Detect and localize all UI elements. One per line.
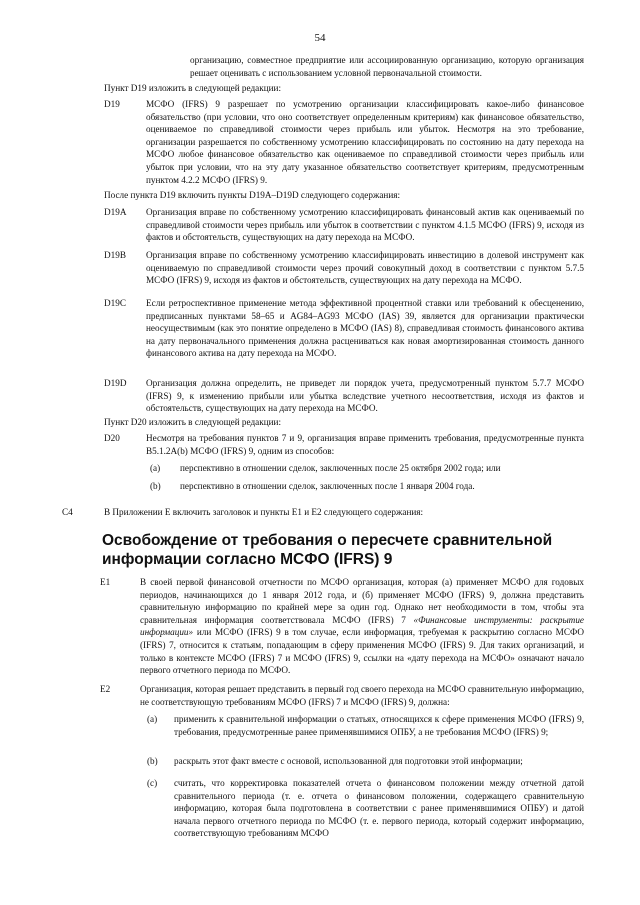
para-text-d19a: Организация вправе по собственному усмотрению классифицировать финансовый актив как оцениваемый по справедливой стоимости через прибыль или убыток в соответствии с пунктом 4.1.5 МСФО (IFRS) 9, исходя из фактов и обстоятельств, существующих на дату перехода на МСФО.	[146, 207, 584, 243]
d20-item-b-text: перспективно в отношении сделок, заключенных после 1 января 2004 года.	[180, 481, 475, 491]
para-text-d19c: Если ретроспективное применение метода эффективной процентной ставки или требований к обесценению, предписанных пунктами 58–65 и AG84–AG93 МСФО (IAS) 39, является для организации практически неосуществимым (как это понятие определено в МСФО (IAS) 8), справедливая стоимость финансового актива на дату первоначального применения должна расцениваться как новая амортизированная стоимость данного финансового актива на дату перехода на МСФО.	[146, 298, 584, 359]
e1-text-part1: В своей первой финансовой отчетности по МСФО организация, которая (а) применяет МСФО для годовых периодов, начинающихся до 1 января 2012 года, и (б) применяет МСФО (IFRS) 9, должна представить сравнительную информацию по крайней мере за один год. Однако нет необходимости в том, чтобы эта сравнительная информация соответствовала МСФО (IFRS) 7	[140, 577, 584, 625]
para-text-c4: В Приложении Е включить заголовок и пункты E1 и E2 следующего содержания:	[104, 507, 424, 517]
d20-item-a-letter: (a)	[150, 463, 161, 473]
page-number: 54	[314, 32, 326, 44]
e1-text-part2: или МСФО (IFRS) 9 в том случае, если информация, требуемая к раскрытию согласно МСФО (IFRS) 7, относится к статьям, попадающим в сферу применения МСФО (IFRS) 9. Для таких организаций, и только в контексте МСФО (IFRS) 7 и МСФО (IFRS) 9, ссылки на «дату перехода на МСФО» означают начало первого отчетного периода по МСФО.	[140, 627, 584, 676]
instruction-d19: Пункт D19 изложить в следующей редакции:	[104, 83, 282, 93]
e2-item-c-text: считать, что корректировка показателей отчета о финансовом положении между отчетной датой сравнительного периода (т. е. отчета о финансовом положении, содержащего сравнительную информацию, которая была подготовлена в соответствии с ранее применявшимися ОПБУ) и датой начала первого отчетного периода по МСФО (т. е. первого периода, который содержит информацию, соответствующую требованиям МСФО	[174, 778, 584, 839]
para-code-e2: E2	[100, 684, 111, 694]
d20-item-b-letter: (b)	[150, 481, 161, 491]
para-code-d19: D19	[104, 99, 120, 109]
e2-item-a-text: применить к сравнительной информации о статьях, относящихся к сфере применения МСФО (IFRS) 9, требования, предусмотренные ранее применявшимися ОПБУ, а не требования МСФО (IFRS) 9;	[174, 714, 584, 737]
para-text-e1	[140, 576, 584, 677]
para-text-d19d: Организация должна определить, не приведет ли порядок учета, предусмотренный пунктом 5.7.7 МСФО (IFRS) 9, к изменению прибыли или убытка вследствие учетного несоответствия, исходя из фактов и обстоятельств, существующих на дату перехода на МСФО.	[146, 378, 584, 414]
e2-item-b-letter: (b)	[147, 756, 158, 766]
para-text-d19: МСФО (IFRS) 9 разрешает по усмотрению организации классифицировать какое-либо финансовое обязательство (при условии, что оно соответствует определенным критериям) как финансовое обязательство, оцениваемое по справедливой стоимости через прибыль или убыток. Несмотря на это требование, организации разрешается по собственному усмотрению классифицировать по состоянию на дату перехода на МСФО любое финансовое обязательство как оцениваемое по справедливой стоимости через прибыль или убыток при условии, что на эту дату указанное обязательство соответствует критериям, предусмотренным пунктом 4.2.2 МСФО (IFRS) 9.	[146, 99, 584, 185]
e2-item-a-letter: (a)	[147, 714, 158, 724]
para-code-d19d: D19D	[104, 378, 127, 388]
para-code-d19b: D19B	[104, 250, 126, 260]
para-code-d19c: D19C	[104, 298, 126, 308]
para-code-d19a: D19A	[104, 207, 127, 217]
continued-paragraph: организацию, совместное предприятие или ассоциированную организацию, которую организация решает оценивать с использованием условной первоначальной стоимости.	[190, 55, 584, 78]
para-code-c4: C4	[62, 507, 73, 517]
e2-item-c-letter: (c)	[147, 778, 158, 788]
e2-item-b-text: раскрыть этот факт вместе с основой, использованной для подготовки этой информации;	[174, 756, 523, 766]
section-heading: Освобождение от требования о пересчете сравнительной информации согласно МСФО (IFRS) 9	[102, 532, 553, 568]
instruction-after-d19: После пункта D19 включить пункты D19A–D19D следующего содержания:	[104, 190, 401, 200]
d20-item-a-text: перспективно в отношении сделок, заключенных после 25 октября 2002 года; или	[180, 463, 501, 473]
para-code-e1: E1	[100, 577, 111, 587]
e1-italic-title: «Финансовые инструменты: раскрытие информации»	[140, 614, 584, 638]
para-text-d20: Несмотря на требования пунктов 7 и 9, организация вправе применить требования, предусмотренные пункта B5.1.2A(b) МСФО (IFRS) 9, одним из способов:	[146, 433, 584, 456]
para-code-d20: D20	[104, 433, 120, 443]
para-text-e2: Организация, которая решает представить в первый год своего перехода на МСФО сравнительную информацию, не соответствующую требованиям МСФО (IFRS) 7 и МСФО (IFRS) 9, должна:	[140, 684, 584, 707]
para-text-d19b: Организация вправе по собственному усмотрению классифицировать инвестицию в долевой инструмент как оцениваемую по справедливой стоимости через прочий совокупный доход в соответствии с пунктом 5.7.5 МСФО (IFRS) 9, исходя из фактов и обстоятельств, существующих на дату перехода на МСФО.	[146, 250, 584, 286]
instruction-d20: Пункт D20 изложить в следующей редакции:	[104, 417, 282, 427]
